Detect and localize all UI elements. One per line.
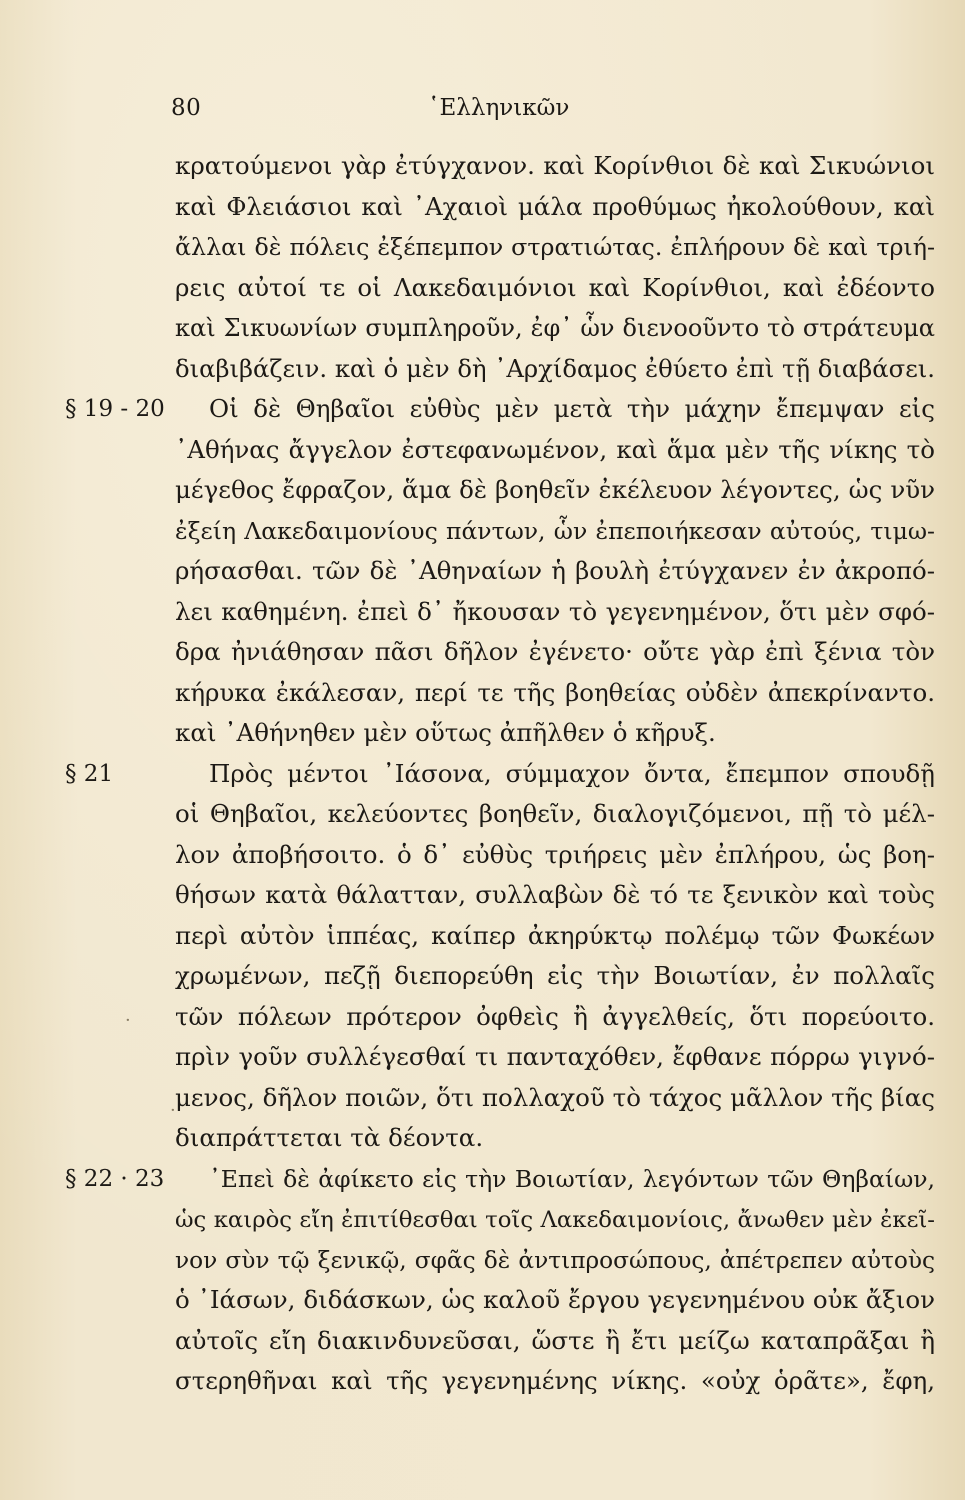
text-line (175, 1037, 935, 1078)
line-text: ἐξείη Λακεδαιμονίους πάντων, ὧν ἐπεποιήκεσαν αὐτούς, τιμω- (175, 516, 935, 545)
text-line (175, 916, 935, 957)
line-text: περὶ αὐτὸν ἱππέας, καίπερ ἀκηρύκτῳ πολέμῳ τῶν Φωκέων (175, 920, 935, 950)
line-text: καὶ Φλειάσιοι καὶ ᾿Αχαιοὶ μάλα προθύμως ἠκολούθουν, καὶ (175, 191, 935, 221)
text-line (175, 956, 935, 997)
line-text: Πρὸς μέντοι ᾿Ιάσονα, σύμμαχον ὄντα, ἔπεμπον σπουδῇ (209, 758, 935, 788)
text-line (175, 1361, 935, 1402)
text-line (65, 389, 935, 430)
text-line (175, 349, 935, 390)
text-line (175, 470, 935, 511)
text-line (175, 632, 935, 673)
line-text: νον σὺν τῷ ξενικῷ, σφᾶς δὲ ἀντιπροσώπους, ἀπέτρεπεν αὐτοὺς (175, 1246, 935, 1274)
text-line (175, 875, 935, 916)
margin-speck: · (170, 1100, 176, 1121)
line-text: ὡς καιρὸς εἴη ἐπιτίθεσθαι τοῖς Λακεδαιμονίοις, ἄνωθεν μὲν ἐκεῖ- (175, 1207, 935, 1233)
margin-speck: · (125, 1010, 131, 1031)
text-line (65, 754, 935, 795)
line-text: χρωμένων, πεζῇ διεπορεύθη εἰς τὴν Βοιωτίαν, ἐν πολλαῖς (175, 961, 935, 990)
main-text (65, 146, 935, 1402)
line-text: ὁ ᾿Ιάσων, διδάσκων, ὡς καλοῦ ἔργου γεγενημένου οὐκ ἄξιον (175, 1285, 935, 1314)
line-text: καὶ Σικυωνίων συμπληροῦν, ἐφ᾽ ὧν διενοοῦντο τὸ στράτευμα (175, 314, 935, 342)
text-line (175, 146, 935, 187)
line-text: διαβιβάζειν. καὶ ὁ μὲν δὴ ᾿Αρχίδαμος ἐθύετο ἐπὶ τῇ διαβάσει. (175, 353, 935, 383)
line-text: αὐτοῖς εἴη διακινδυνεῦσαι, ὥστε ἢ ἔτι μείζω καταπρᾶξαι ἢ (175, 1325, 935, 1355)
line-text: τῶν πόλεων πρότερον ὀφθεὶς ἢ ἀγγελθείς, ὅτι πορεύοιτο. (175, 1001, 935, 1031)
line-text: ρεις αὐτοί τε οἱ Λακεδαιμόνιοι καὶ Κορίνθιοι, καὶ ἐδέοντο (175, 272, 935, 302)
running-title: ῾Ελληνικῶν (428, 95, 570, 121)
text-line (175, 227, 935, 268)
section-marker: § 22 · 23 (65, 1165, 165, 1192)
text-line (175, 794, 935, 835)
page-number: 80 (171, 95, 202, 121)
line-text: λον ἀποβήσοιτο. ὁ δ᾽ εὐθὺς τριήρεις μὲν ἐπλήρου, ὡς βοη- (175, 839, 935, 869)
line-text: Οἱ δὲ Θηβαῖοι εὐθὺς μὲν μετὰ τὴν μάχην ἔπεμψαν εἰς (209, 394, 935, 423)
text-line (175, 268, 935, 309)
line-text: οἱ Θηβαῖοι, κελεύοντες βοηθεῖν, διαλογιζόμενοι, πῇ τὸ μέλ- (175, 799, 935, 828)
text-line (175, 430, 935, 471)
line-text: μενος, δῆλον ποιῶν, ὅτι πολλαχοῦ τὸ τάχος μᾶλλον τῆς βίας (175, 1082, 935, 1112)
text-line (175, 835, 935, 876)
text-line (175, 997, 935, 1038)
line-text: λει καθημένη. ἐπεὶ δ᾽ ἤκουσαν τὸ γεγενημένον, ὅτι μὲν σφό- (175, 596, 935, 626)
text-line (175, 1321, 935, 1362)
text-line (175, 1240, 935, 1281)
text-line (175, 1280, 935, 1321)
line-text: πρὶν γοῦν συλλέγεσθαί τι πανταχόθεν, ἔφθανε πόρρω γιγνό- (175, 1042, 935, 1071)
line-text: θήσων κατὰ θάλατταν, συλλαβὼν δὲ τό τε ξενικὸν καὶ τοὺς (175, 880, 935, 909)
line-text: ρήσασθαι. τῶν δὲ ᾿Αθηναίων ἡ βουλὴ ἐτύγχανεν ἐν ἀκροπό- (175, 556, 935, 585)
text-line (175, 1199, 935, 1240)
line-text: δρα ἠνιάθησαν πᾶσι δῆλον ἐγένετο· οὔτε γὰρ ἐπὶ ξένια τὸν (175, 637, 935, 666)
text-line (175, 1078, 935, 1119)
text-line (175, 673, 935, 714)
page-header (0, 95, 965, 135)
text-line (175, 713, 935, 754)
line-text: ᾿Επεὶ δὲ ἀφίκετο εἰς τὴν Βοιωτίαν, λεγόντων τῶν Θηβαίων, (209, 1164, 935, 1193)
line-text: ἄλλαι δὲ πόλεις ἐξέπεμπον στρατιώτας. ἐπλήρουν δὲ καὶ τριή- (175, 233, 935, 261)
text-line (175, 308, 935, 349)
section-marker: § 19 - 20 (65, 396, 165, 422)
text-line (175, 1118, 935, 1159)
line-text: ᾿Αθήνας ἄγγελον ἐστεφανωμένον, καὶ ἅμα μὲν τῆς νίκης τὸ (175, 434, 935, 464)
text-line (175, 551, 935, 592)
text-line (65, 1159, 935, 1200)
line-text: καὶ ᾿Αθήνηθεν μὲν οὕτως ἀπῆλθεν ὁ κῆρυξ. (175, 718, 716, 747)
text-line (175, 592, 935, 633)
line-text: διαπράττεται τὰ δέοντα. (175, 1123, 484, 1152)
line-text: κρατούμενοι γὰρ ἐτύγχανον. καὶ Κορίνθιοι δὲ καὶ Σικυώνιοι (175, 151, 935, 180)
text-line (175, 187, 935, 228)
section-marker: § 21 (65, 760, 114, 787)
text-line (175, 511, 935, 552)
line-text: στερηθῆναι καὶ τῆς γεγενημένης νίκης. «οὐχ ὁρᾶτε», ἔφη, (175, 1366, 935, 1395)
line-text: κήρυκα ἐκάλεσαν, περί τε τῆς βοηθείας οὐδὲν ἀπεκρίναντο. (175, 677, 935, 707)
line-text: μέγεθος ἔφραζον, ἅμα δὲ βοηθεῖν ἐκέλευον λέγοντες, ὡς νῦν (175, 475, 935, 504)
